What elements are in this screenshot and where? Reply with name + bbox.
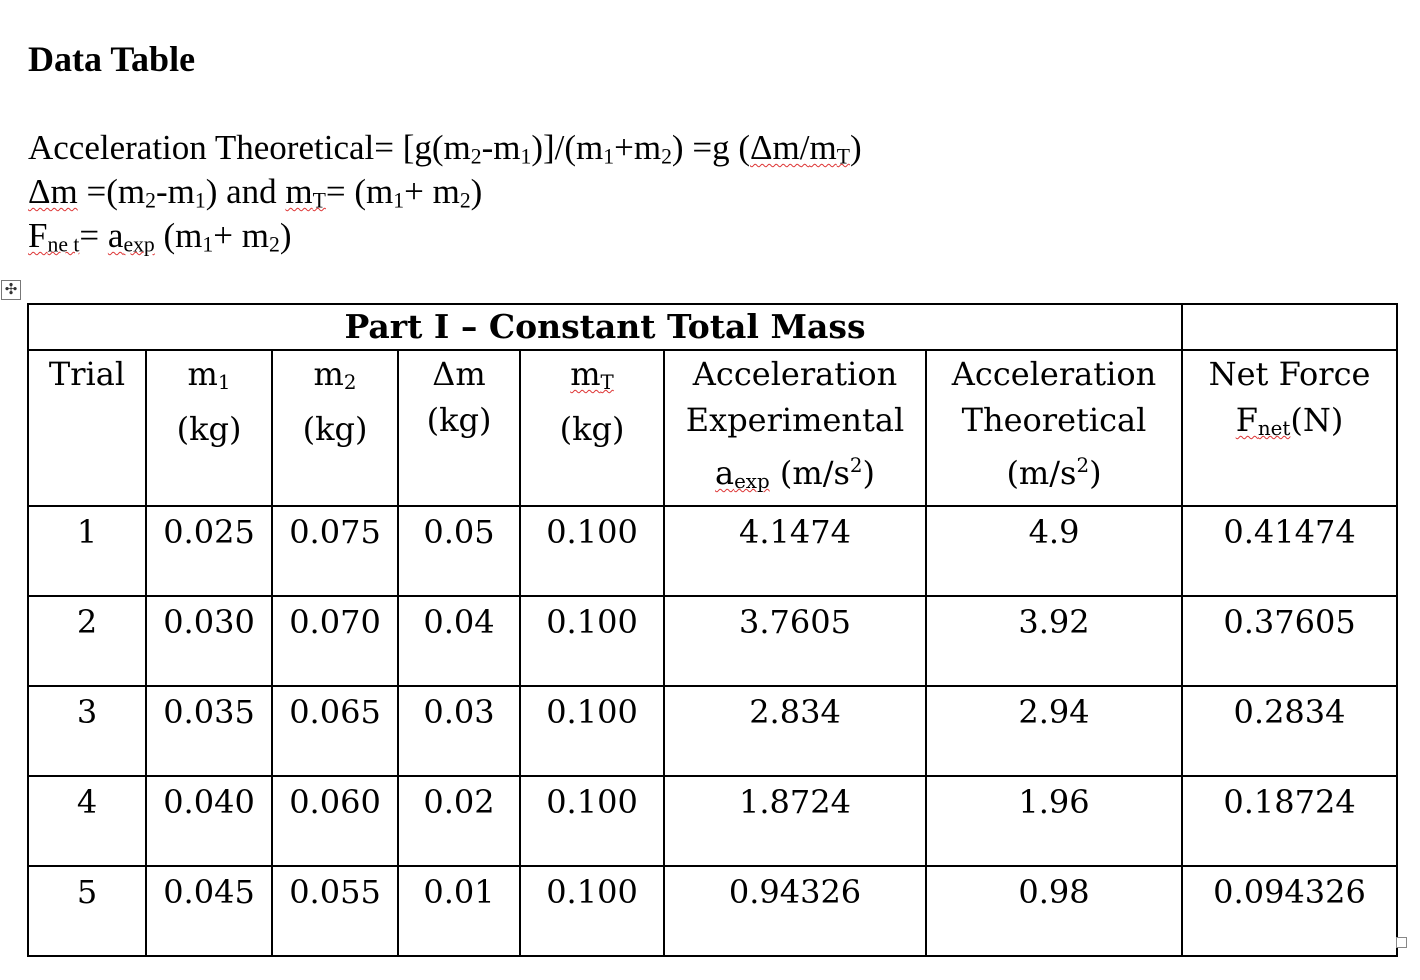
cell-acceleration-theoretical: 3.92 — [926, 596, 1182, 686]
cell-delta-m: 0.05 — [398, 506, 520, 596]
empty-header-cell — [1182, 304, 1397, 350]
cell-delta-m: 0.01 — [398, 866, 520, 956]
table-row — [28, 686, 1397, 776]
cell-delta-m: 0.03 — [398, 686, 520, 776]
header-acceleration-experimental: Acceleration Experimental $a_{exp}$ $(m/s^2)$ — [664, 350, 926, 506]
table-title-row — [28, 304, 1397, 350]
equation-mass-definitions: $\Delta m =(m_2-m_1)$ and $m_T= (m_1+ m_2)$ — [28, 172, 483, 213]
table-title: Part I – Constant Total Mass — [28, 304, 1182, 350]
cell-acceleration-experimental: 4.1474 — [664, 506, 926, 596]
cell-m-total: 0.100 — [520, 596, 664, 686]
data-table — [27, 303, 1398, 957]
table-row — [28, 506, 1397, 596]
header-acceleration-theoretical: Acceleration Theoretical $(m/s^2)$ — [926, 350, 1182, 506]
cell-m1: 0.025 — [146, 506, 272, 596]
equation-theoretical-acceleration: Acceleration Theoretical= $[g(m_2-m_1)]/(m_1+m_2) =g$ $(\Delta m/m_T)$ — [28, 128, 862, 169]
header-net-force: Net Force $F_{net}(N)$ — [1182, 350, 1397, 506]
cell-acceleration-theoretical: 0.98 — [926, 866, 1182, 956]
page-heading: Data Table — [28, 39, 196, 79]
cell-net-force: 0.094326 — [1182, 866, 1397, 956]
cell-m-total: 0.100 — [520, 866, 664, 956]
resize-icon[interactable] — [1396, 937, 1407, 948]
cell-acceleration-theoretical: 2.94 — [926, 686, 1182, 776]
header-m2: $m_2$ (kg) — [272, 350, 398, 506]
table-row — [28, 866, 1397, 956]
cell-m-total: 0.100 — [520, 686, 664, 776]
cell-acceleration-theoretical: 4.9 — [926, 506, 1182, 596]
cell-acceleration-experimental: 2.834 — [664, 686, 926, 776]
cell-m2: 0.070 — [272, 596, 398, 686]
cell-acceleration-experimental: 3.7605 — [664, 596, 926, 686]
table-row — [28, 596, 1397, 686]
cell-delta-m: 0.04 — [398, 596, 520, 686]
cell-trial: 4 — [28, 776, 146, 866]
cell-m1: 0.040 — [146, 776, 272, 866]
cell-m-total: 0.100 — [520, 776, 664, 866]
cell-trial: 3 — [28, 686, 146, 776]
cell-delta-m: 0.02 — [398, 776, 520, 866]
cell-net-force: 0.37605 — [1182, 596, 1397, 686]
cell-m2: 0.075 — [272, 506, 398, 596]
cell-m1: 0.030 — [146, 596, 272, 686]
header-m1: $m_1$ (kg) — [146, 350, 272, 506]
cell-acceleration-experimental: 1.8724 — [664, 776, 926, 866]
cell-acceleration-experimental: 0.94326 — [664, 866, 926, 956]
header-delta-m: Δm (kg) — [398, 350, 520, 506]
cell-acceleration-theoretical: 1.96 — [926, 776, 1182, 866]
cell-m1: 0.035 — [146, 686, 272, 776]
cell-net-force: 0.2834 — [1182, 686, 1397, 776]
cell-m2: 0.060 — [272, 776, 398, 866]
table-row — [28, 776, 1397, 866]
cell-m-total: 0.100 — [520, 506, 664, 596]
equation-net-force: $F_{ne t}= a_{exp}$ $(m_1+ m_2)$ — [28, 216, 292, 257]
cell-net-force: 0.41474 — [1182, 506, 1397, 596]
cell-trial: 2 — [28, 596, 146, 686]
cell-m2: 0.055 — [272, 866, 398, 956]
cell-m1: 0.045 — [146, 866, 272, 956]
header-m-total: $m_T$ (kg) — [520, 350, 664, 506]
move-icon[interactable]: ✣ — [1, 280, 21, 300]
cell-net-force: 0.18724 — [1182, 776, 1397, 866]
cell-trial: 1 — [28, 506, 146, 596]
header-trial: Trial — [28, 350, 146, 506]
cell-m2: 0.065 — [272, 686, 398, 776]
cell-trial: 5 — [28, 866, 146, 956]
table-header-row — [28, 350, 1397, 506]
